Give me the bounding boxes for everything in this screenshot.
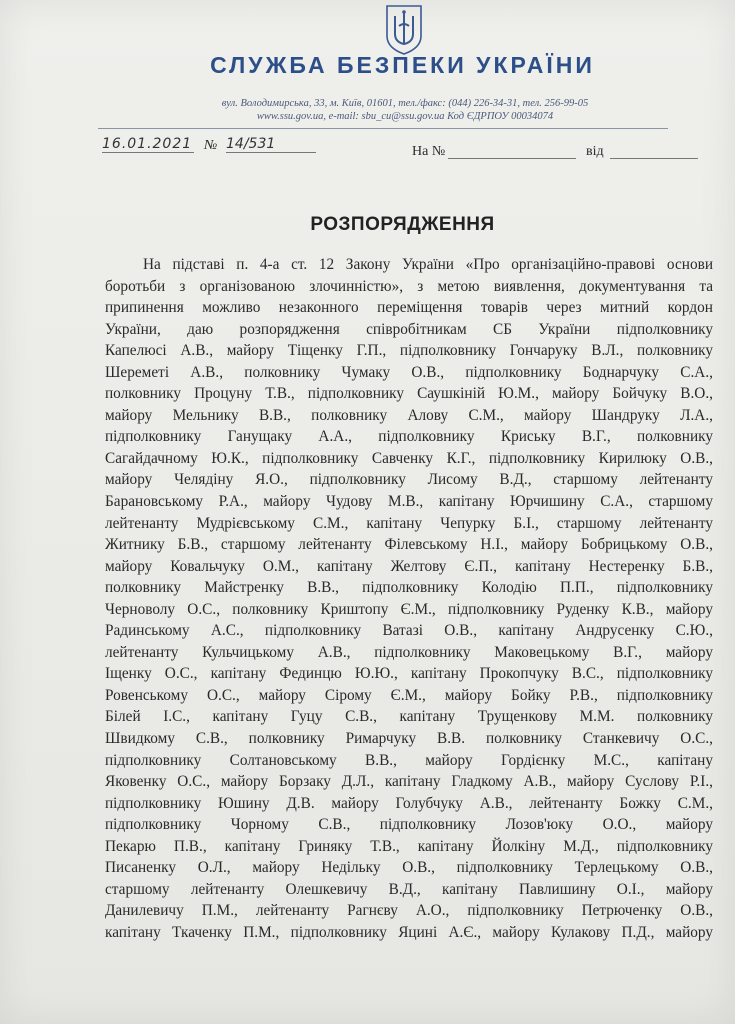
body-text-line: Данилевичу П.М., лейтенанту Рагнєву А.О., підполковнику Петрюченку О.В., [105, 902, 713, 920]
document-date: 16.01.2021 [102, 136, 193, 152]
body-text-line: України, даю розпорядження співробітникам СБ України підполковнику [105, 320, 713, 338]
body-text-line: Барановському Р.А., майору Чудову М.В., капітану Юрчишину С.А., старшому [105, 493, 713, 511]
contact-line: www.ssu.gov.ua, e-mail: sbu_cu@ssu.gov.ua Код ЄДРПОУ 00034074 [256, 111, 554, 122]
document-number: 14/531 [226, 136, 316, 153]
body-text-line: Пекарю П.В., капітану Гриняку Т.В., капітану Йолкіну М.Д., підполковнику [105, 837, 713, 855]
address-line: вул. Володимирська, 33, м. Київ, 01601, тел./факс: (044) 226-34-31, тел. 256-99-05 [221, 98, 589, 109]
body-text-line: Яковенку О.С., майору Борзаку Д.Л., капітану Гладкому А.В., майору Суслову Р.І., [105, 773, 713, 791]
body-text-line: припинення можливо незаконного переміщення товарів через митний кордон [105, 299, 713, 317]
body-text-line: Писаненку О.Л., майору Недільку О.В., підполковнику Терлецькому О.В., [105, 859, 713, 877]
body-text-line: майору Ковальчуку О.М., капітану Желтову Є.П., капітану Нестеренку Б.В., [105, 557, 713, 575]
body-text-line: На підставі п. 4-а ст. 12 Закону України «Про організаційно-правові основи [143, 256, 713, 273]
registration-line [100, 138, 700, 162]
document-body [105, 254, 713, 944]
reference-number-label: На № [412, 144, 446, 159]
body-text-line: майору Челядіну Я.О., підполковнику Лисому В.Д., старшому лейтенанту [105, 471, 713, 489]
body-text-line: підполковнику Чорному С.В., підполковнику Лозов'юку О.О., майору [105, 816, 713, 834]
body-text-line: лейтенанту Кульчицькому А.В., підполковнику Маковецькому В.Г., майору [105, 643, 713, 661]
body-text-line: полковнику Майстренку В.В., підполковнику Колодію П.П., підполковнику [105, 579, 713, 597]
body-text-line: підполковнику Юшину Д.В. майору Голубчуку А.В., лейтенанту Божку С.М., [105, 794, 713, 812]
header-divider [98, 128, 668, 129]
body-text-line: Житнику Б.В., старшому лейтенанту Філевському Н.І., майору Бобрицькому О.В., [105, 536, 713, 554]
reference-number-blank [448, 158, 576, 159]
body-text-line: Шереметі А.В., полковнику Чумаку О.В., підполковнику Боднарчуку С.А., [105, 363, 713, 381]
body-text-line: Ровенському О.С., майору Сірому Є.М., майору Бойку Р.В., підполковнику [105, 686, 713, 704]
body-text-line: Радинському А.С., підполковнику Ватазі О.В., капітану Андрусенку С.Ю., [105, 622, 713, 640]
body-text-line: Швидкому С.В., полковнику Римарчуку В.В. полковнику Станкевичу О.С., [105, 730, 713, 748]
body-text-line: старшому лейтенанту Олешкевичу В.Д., капітану Павлишину О.І., майору [105, 880, 713, 898]
reference-date-label: від [586, 144, 604, 159]
body-text-line: полковнику Процуну Т.В., підполковнику Саушкіній Ю.М., майору Бойчуку В.О., [105, 385, 713, 403]
document-title: РОЗПОРЯДЖЕННЯ [310, 214, 495, 235]
body-text-line: Черноволу О.С., полковнику Криштопу Є.М., підполковнику Руденку К.В., майору [105, 600, 713, 618]
number-label: № [204, 138, 218, 153]
body-text-line: Білей І.С., капітану Гуцу С.В., капітану Трущенкову М.М. полковнику [105, 708, 713, 726]
body-text-line: майору Мельнику В.В., полковнику Алову С.М., майору Шандруку Л.А., [105, 406, 713, 424]
body-text-line: лейтенанту Мудрієвському С.М., капітану Чепурку Б.І., старшому лейтенанту [105, 514, 713, 532]
body-text-line: Іщенку О.С., капітану Фединцю Ю.Ю., капітану Прокопчуку В.С., підполковнику [105, 665, 713, 683]
body-text-line: підполковнику Ганущаку А.А., підполковнику Криську В.Г., полковнику [105, 428, 713, 446]
body-text-line: Сагайдачному Ю.К., підполковнику Савченку К.Г., підполковнику Кирилюку О.В., [105, 449, 713, 467]
body-text-line: боротьби з організованою злочинністю», з метою виявлення, документування та [105, 277, 713, 295]
trident-coat-of-arms-icon [384, 4, 424, 56]
body-text-line: Капелюсі А.В., майору Тіщенку Г.П., підполковнику Гончаруку В.Л., полковнику [105, 342, 713, 360]
body-text-line: капітану Ткаченку П.М., підполковнику Яцині А.Є., майору Кулакову П.Д., майору [105, 923, 713, 941]
org-name: СЛУЖБА БЕЗПЕКИ УКРАЇНИ [210, 52, 595, 78]
reference-date-blank [610, 158, 698, 159]
body-text-line: підполковнику Солтановському В.В., майору Гордієнку М.С., капітану [105, 751, 713, 769]
